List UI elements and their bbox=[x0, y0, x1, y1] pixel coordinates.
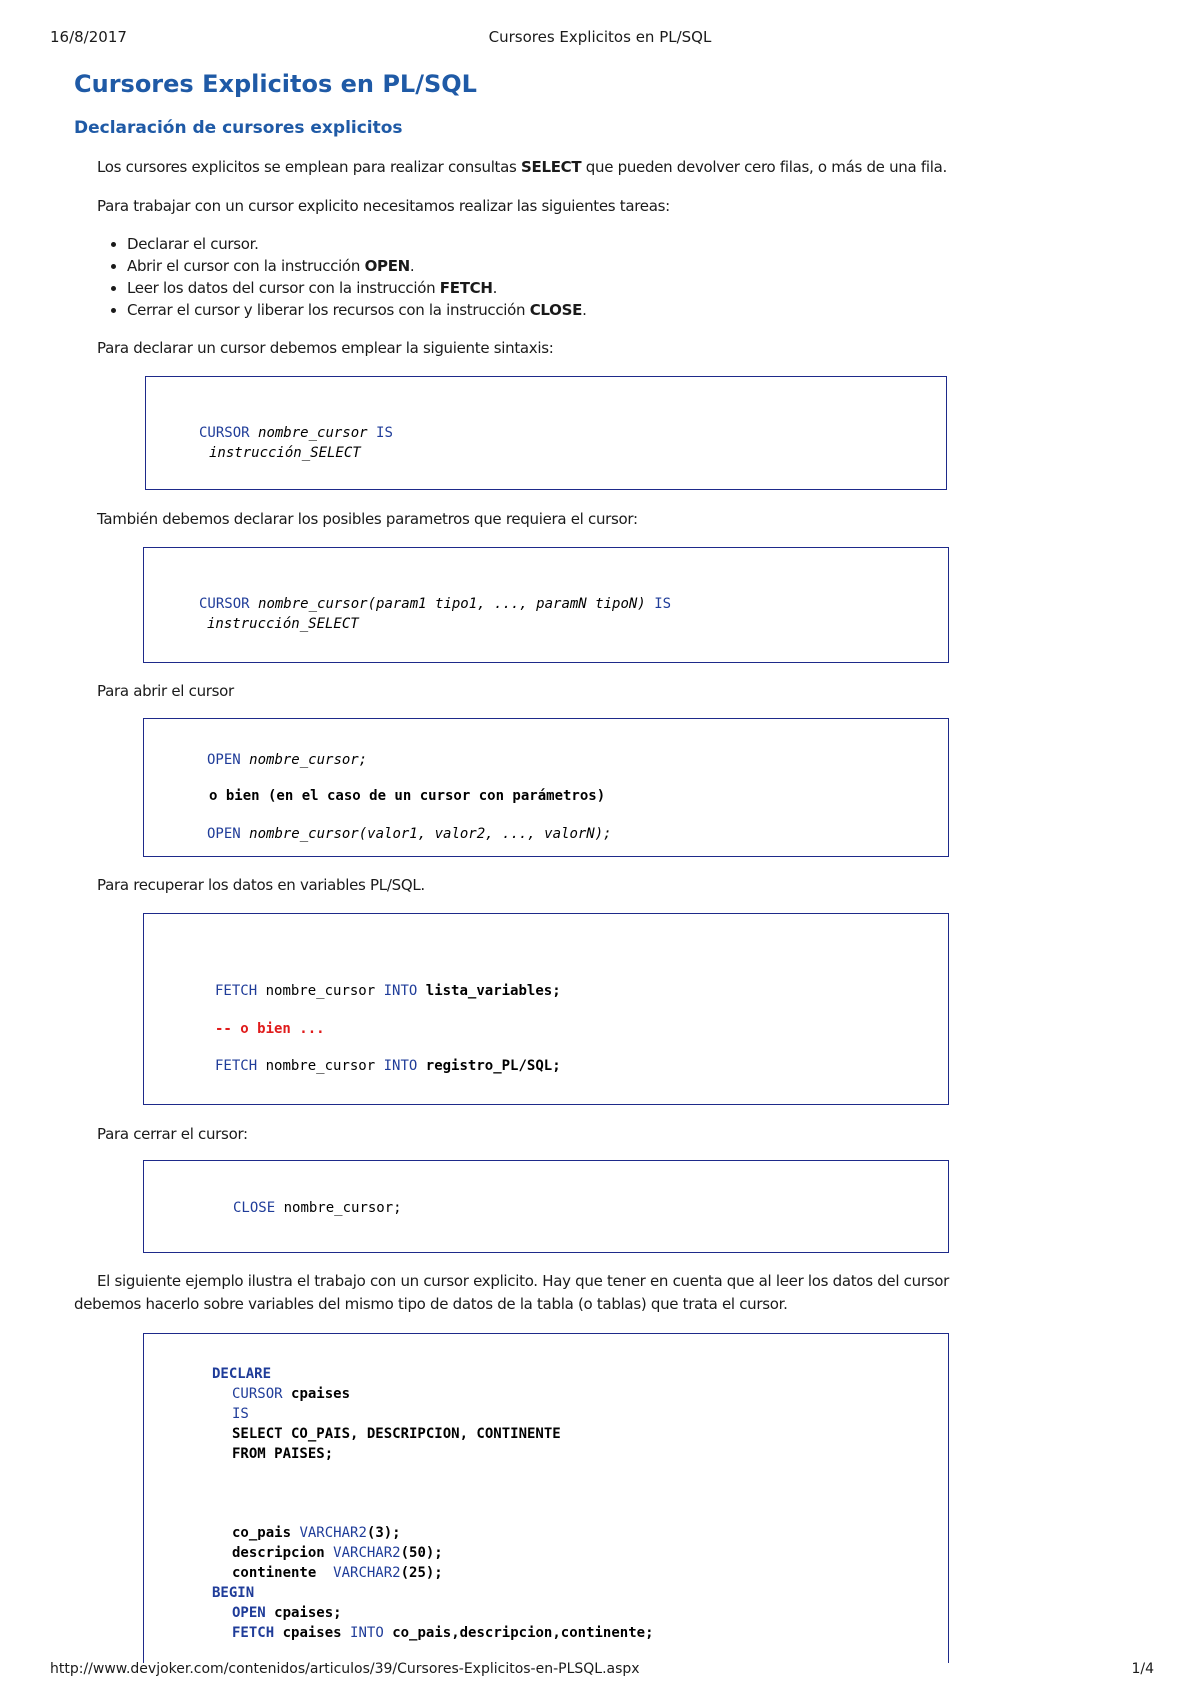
code-line: o bien (en el caso de un cursor con parámetros) bbox=[209, 788, 606, 804]
page-number: 1/4 bbox=[1131, 1661, 1154, 1677]
section-title: Declaración de cursores explicitos bbox=[74, 118, 403, 138]
code-line: DECLARE bbox=[212, 1366, 272, 1382]
example-intro-line1: El siguiente ejemplo ilustra el trabajo con un cursor explicito. Hay que tener en cuenta que al leer los datos del cursor bbox=[97, 1272, 949, 1290]
list-item: • Declarar el cursor. bbox=[127, 233, 587, 255]
tasks-intro-paragraph: Para trabajar con un cursor explicito necesitamos realizar las siguientes tareas: bbox=[97, 197, 670, 215]
list-item: • Abrir el cursor con la instrucción OPEN. bbox=[127, 255, 587, 277]
code-line: IS bbox=[232, 1406, 249, 1422]
code-line: CLOSE nombre_cursor; bbox=[233, 1200, 402, 1216]
code-line: CURSOR cpaises bbox=[232, 1386, 351, 1402]
code-line: OPEN cpaises; bbox=[232, 1605, 342, 1621]
code-comment: -- o bien ... bbox=[215, 1021, 325, 1037]
source-url: http://www.devjoker.com/contenidos/articulos/39/Cursores-Explicitos-en-PLSQL.aspx bbox=[50, 1661, 640, 1677]
code-line: OPEN nombre_cursor(valor1, valor2, ..., valorN); bbox=[207, 826, 612, 842]
params-intro-paragraph: También debemos declarar los posibles parametros que requiera el cursor: bbox=[97, 510, 638, 528]
code-line: continente VARCHAR2(25); bbox=[232, 1565, 443, 1581]
page-title: Cursores Explicitos en PL/SQL bbox=[74, 70, 477, 98]
code-line: co_pais VARCHAR2(3); bbox=[232, 1525, 401, 1541]
intro-text-c: que pueden devolver cero filas, o más de una fila. bbox=[581, 158, 947, 176]
intro-paragraph bbox=[97, 158, 947, 176]
syntax-intro-paragraph: Para declarar un cursor debemos emplear la siguiente sintaxis: bbox=[97, 339, 554, 357]
code-line: CURSOR nombre_cursor IS bbox=[199, 425, 393, 441]
code-line: instrucción_SELECT bbox=[209, 445, 361, 461]
code-line: SELECT CO_PAIS, DESCRIPCION, CONTINENTE bbox=[232, 1426, 561, 1442]
code-line: descripcion VARCHAR2(50); bbox=[232, 1545, 443, 1561]
code-line: FETCH nombre_cursor INTO registro_PL/SQL; bbox=[215, 1058, 561, 1074]
code-line: FETCH cpaises INTO co_pais,descripcion,continente; bbox=[232, 1625, 654, 1641]
code-line: CURSOR nombre_cursor(param1 tipo1, ..., paramN tipoN) IS bbox=[199, 596, 672, 612]
fetch-intro-paragraph: Para recuperar los datos en variables PL/SQL. bbox=[97, 876, 425, 894]
intro-text-a: Los cursores explicitos se emplean para realizar consultas bbox=[97, 158, 522, 176]
intro-text-bold: SELECT bbox=[521, 158, 582, 176]
tasks-list bbox=[97, 233, 587, 321]
print-title: Cursores Explicitos en PL/SQL bbox=[488, 28, 712, 46]
code-line: BEGIN bbox=[212, 1585, 255, 1601]
list-item: • Cerrar el cursor y liberar los recursos con la instrucción CLOSE. bbox=[127, 299, 587, 321]
code-line: FETCH nombre_cursor INTO lista_variables; bbox=[215, 983, 561, 999]
close-intro-paragraph: Para cerrar el cursor: bbox=[97, 1125, 248, 1143]
code-line: OPEN nombre_cursor; bbox=[207, 752, 368, 768]
code-box-fetch bbox=[143, 913, 949, 1105]
open-intro-paragraph: Para abrir el cursor bbox=[97, 682, 234, 700]
code-line: FROM PAISES; bbox=[232, 1446, 334, 1462]
print-date: 16/8/2017 bbox=[50, 28, 127, 46]
example-intro-line2: debemos hacerlo sobre variables del mismo tipo de datos de la tabla (o tablas) que trata el cursor. bbox=[74, 1295, 788, 1313]
list-item: • Leer los datos del cursor con la instrucción FETCH. bbox=[127, 277, 587, 299]
code-line: instrucción_SELECT bbox=[207, 616, 359, 632]
